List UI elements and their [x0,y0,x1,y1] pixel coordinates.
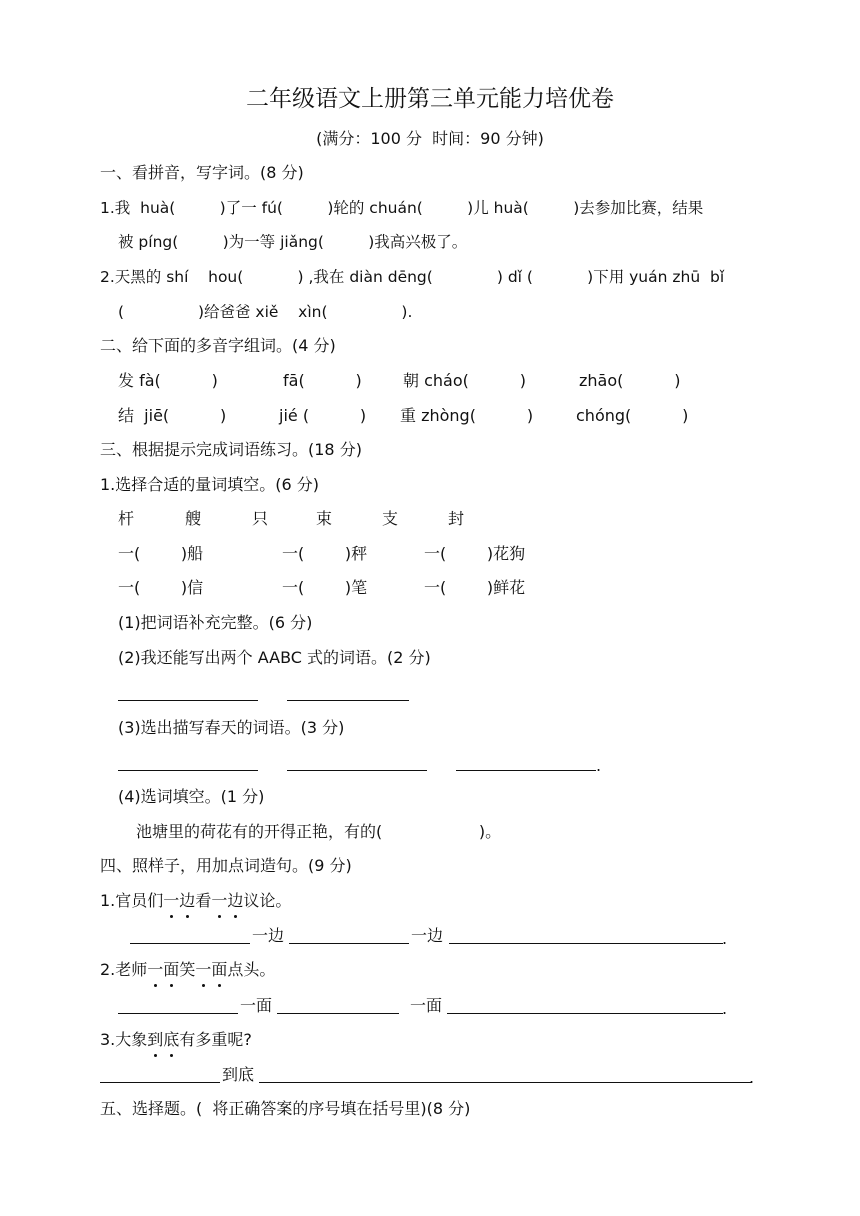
answer-blank-line[interactable] [287,700,409,701]
polyphone-item: 重 zhòng( ) [400,406,534,425]
answer-blank-line[interactable] [130,943,250,944]
sentence-text: 看 [195,891,212,910]
section1-q1-line1: 1.我 huà( )了一 fú( )轮的 chuán( )儿 huà( )去参加比赛，结果 [100,199,704,217]
sentence-text: 3.大象 [100,1030,148,1049]
answer-blank-line[interactable] [277,1013,399,1014]
fill-word: 到底 [222,1065,255,1084]
polyphone-item: jié ( ) [279,406,367,425]
section4-q3 [100,1029,252,1051]
section3-sub3-end: . [596,756,602,775]
section3-sub4-sentence: 池塘里的荷花有的开得正艳，有的( )。 [136,822,502,841]
section2-heading: 二、给下面的多音字组词。(4 分) [100,336,336,355]
answer-blank-line[interactable] [456,770,596,771]
dotted-char: 一 [211,891,228,910]
sentence-text: 议论。 [243,891,292,910]
section4-q1 [100,890,291,912]
answer-blank-line[interactable] [289,943,409,944]
section3-sub3: (3)选出描写春天的词语。(3 分) [118,718,345,737]
answer-blank-line[interactable] [259,1082,751,1083]
sentence-text: 有多重呢? [179,1030,252,1049]
section3-sub1: (1)把词语补充完整。(6 分) [118,613,313,632]
section1-q2-line1: 2.天黑的 shí hou( ) ,我在 diàn dēng( ) dǐ ( )下用 yuán zhū bǐ [100,268,725,286]
sentence-end: . [722,929,728,948]
section1-q1-line2: 被 píng( )为一等 jiǎng( )我高兴极了。 [118,233,468,251]
measure-word: 封 [448,509,465,528]
measure-word: 杆 [118,509,135,528]
measure-blank: 一( )花狗 [424,544,526,563]
polyphone-item: 发 fà( ) [118,371,218,390]
sentence-text: 1.官员们 [100,891,164,910]
answer-blank-line[interactable] [118,700,258,701]
dotted-char: 一 [195,960,212,979]
page-subtitle: (满分：100 分 时间：90 分钟) [316,129,544,148]
section5-heading: 五、选择题。( 将正确答案的序号填在括号里)(8 分) [100,1099,471,1118]
measure-blank: 一( )信 [118,578,204,597]
measure-blank: 一( )秤 [282,544,368,563]
dotted-char: 边 [179,891,196,910]
section4-q2 [100,959,275,981]
dotted-char: 一 [163,891,180,910]
sentence-end: . [749,1068,755,1087]
answer-blank-line[interactable] [118,770,258,771]
sentence-text: 2.老师 [100,960,148,979]
fill-word: 一边 [411,926,444,945]
measure-word: 束 [316,509,333,528]
dotted-char: 面 [211,960,228,979]
sentence-end: . [722,999,728,1018]
section3-q1: 1.选择合适的量词填空。(6 分) [100,475,320,494]
sentence-text: 点头。 [227,960,276,979]
fill-word: 一面 [410,996,443,1015]
polyphone-item: 朝 cháo( ) [403,371,526,390]
fill-word: 一边 [252,926,285,945]
dotted-char: 到 [147,1030,164,1049]
fill-word: 一面 [240,996,273,1015]
dotted-char: 边 [227,891,244,910]
sentence-text: 笑 [179,960,196,979]
measure-blank: 一( )笔 [282,578,368,597]
measure-word: 支 [382,509,399,528]
measure-blank: 一( )鲜花 [424,578,526,597]
section4-heading: 四、照样子，用加点词造句。(9 分) [100,856,352,875]
answer-blank-line[interactable] [118,1013,238,1014]
polyphone-item: chóng( ) [576,406,689,425]
answer-blank-line[interactable] [447,1013,723,1014]
section3-sub4: (4)选词填空。(1 分) [118,787,265,806]
measure-word: 艘 [185,509,202,528]
section1-heading: 一、看拼音，写字词。(8 分) [100,163,304,182]
dotted-char: 底 [163,1030,180,1049]
answer-blank-line[interactable] [287,770,427,771]
polyphone-item: fā( ) [283,371,362,390]
dotted-char: 一 [147,960,164,979]
measure-word: 只 [252,509,269,528]
section3-sub2: (2)我还能写出两个 AABC 式的词语。(2 分) [118,648,431,667]
answer-blank-line[interactable] [449,943,723,944]
section3-heading: 三、根据提示完成词语练习。(18 分) [100,440,362,459]
dotted-char: 面 [163,960,180,979]
measure-blank: 一( )船 [118,544,204,563]
page-title: 二年级语文上册第三单元能力培优卷 [246,86,614,112]
polyphone-item: zhāo( ) [579,371,681,390]
polyphone-item: 结 jiē( ) [118,406,227,425]
answer-blank-line[interactable] [100,1082,220,1083]
section1-q2-line2: ( )给爸爸 xiě xìn( ). [118,303,413,321]
